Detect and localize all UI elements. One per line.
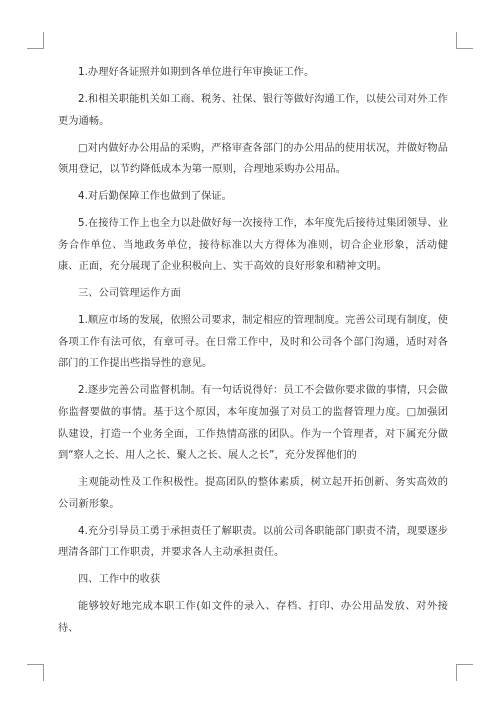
- paragraph-4: 4.对后勤保障工作也做到了保证。: [78, 191, 232, 203]
- paragraph-6: 1.顺应市场的发展，依照公司要求，制定相应的管理制度。完善公司现有制度，使各项工作有法可依，有章可寻。在日常工作中，及时和公司各个部门沟通，适时对各部门的工作提出些指导性的意见。: [58, 315, 448, 370]
- paragraph-1: 1.办理好各证照并如期到各单位进行年审换证工作。: [78, 67, 315, 78]
- crop-mark-top-left: [27, 32, 44, 49]
- paragraph-7: 2.逐步完善公司监督机制。有一句话说得好：员工不会做你要求做的事情，只会做你监督要做的事情。基于这个原因，本年度加强了对员工的监督管理力度。□加强团队建设，打造一个业务全面，工作热情高涨的团队。作为一个管理者，对下属充分做到“察人之长、用人之长、聚人之长、展人之长”，充分发挥他们的: [58, 385, 448, 462]
- section-heading-4: 四、工作中的收获: [78, 574, 161, 586]
- paragraph-3: □对内做好办公用品的采购，严格审查各部门的办公用品的使用状况，并做好物品领用登记，以节约降低成本为第一原则，合理地采购办公用品。: [58, 142, 448, 176]
- paragraph-5: 5.在接待工作上也全力以赴做好每一次接待工作，本年度先后接待过集团领导、业务合作单位、当地政务单位，接待标准以大方得体为准则，切合企业形象，活动健康、正面，充分展现了企业积极向上、实干高效的良好形象和精神文明。: [58, 218, 448, 273]
- document-body: [58, 62, 448, 645]
- crop-mark-bottom-right: [456, 664, 473, 681]
- paragraph-9: 4.充分引导员工勇于承担责任了解职责。以前公司各职能部门职责不清，现要逐步理清各部门工作职责，并要求各人主动承担责任。: [58, 525, 448, 559]
- section-heading-3: 三、公司管理运作方面: [78, 288, 181, 300]
- paragraph-10: 能够较好地完成本职工作(如文件的录入、存档、打印、办公用品发放、对外接待、: [58, 601, 448, 634]
- crop-mark-top-right: [456, 32, 473, 49]
- crop-mark-bottom-left: [27, 664, 44, 681]
- paragraph-2: 2.和相关职能机关如工商、税务、社保、银行等做好沟通工作，以使公司对外工作更为通畅。: [58, 93, 448, 127]
- paragraph-8: 主观能动性及工作积极性。提高团队的整体素质，树立起开拓创新、务实高效的公司新形象。: [58, 477, 448, 510]
